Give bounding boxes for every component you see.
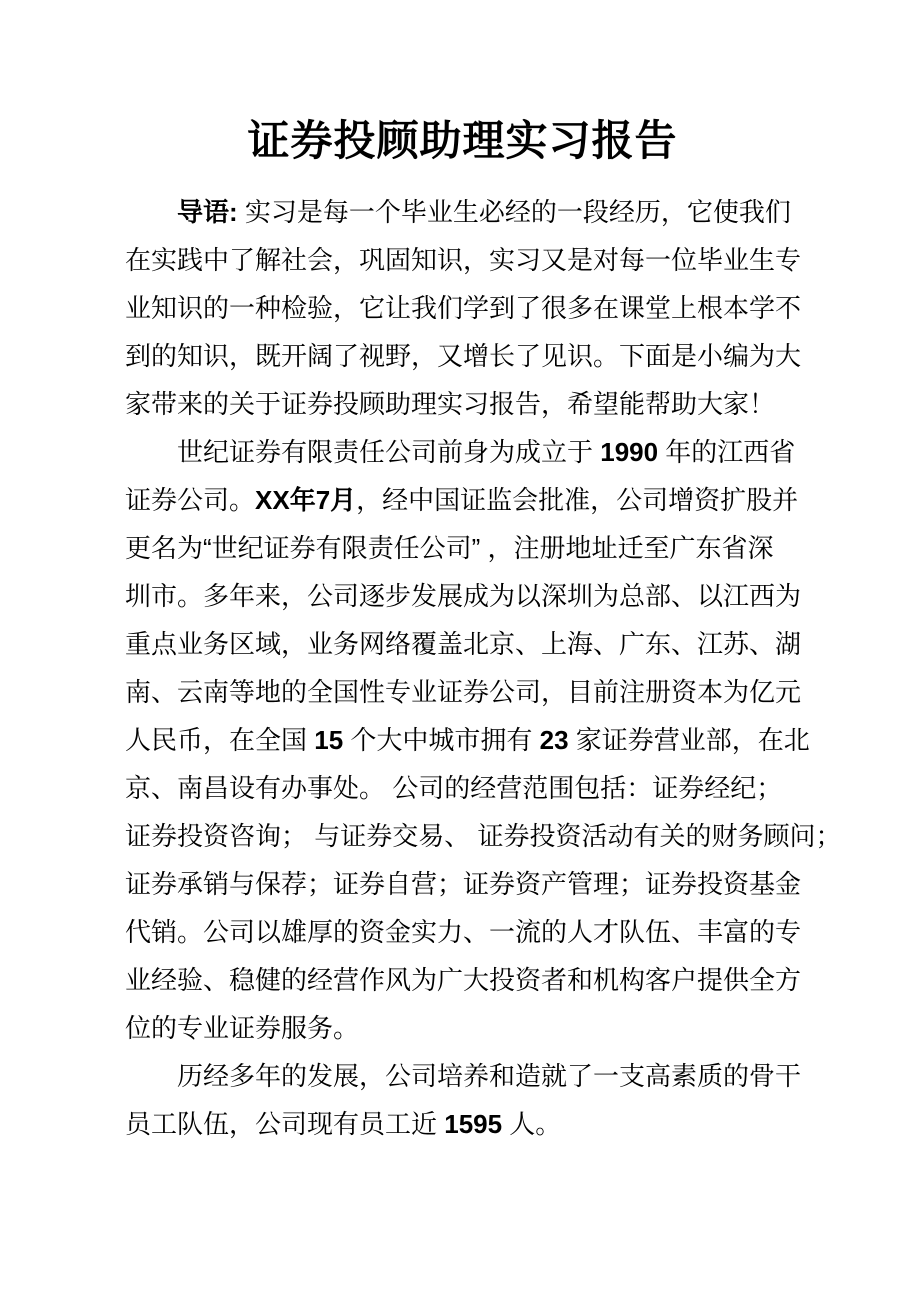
text-run: 家带来的关于证券投顾助理实习报告，希望能帮助大家！ bbox=[125, 389, 776, 419]
text-run: 年的江西省 bbox=[658, 437, 796, 467]
text-line bbox=[125, 1100, 800, 1148]
text-line bbox=[125, 956, 800, 1004]
text-run: 京、南昌设有办事处。 公司的经营范围包括：证券经纪； bbox=[125, 773, 783, 803]
text-line bbox=[125, 572, 800, 620]
text-run: 个大中城市拥有 bbox=[343, 725, 540, 755]
bold-text-run: 23 bbox=[539, 725, 569, 755]
text-run: 在实践中了解社会，巩固知识，实习又是对每一位毕业生专 bbox=[125, 245, 802, 275]
text-run: 证券公司。 bbox=[125, 485, 256, 515]
text-run: 证券承销与保荐；证券自营；证券资产管理；证券投资基金 bbox=[125, 869, 802, 899]
text-line bbox=[125, 332, 800, 380]
text-line bbox=[125, 428, 800, 476]
bold-text-run: 15 bbox=[314, 725, 344, 755]
text-run: 业知识的一种检验，它让我们学到了很多在课堂上根本学不 bbox=[125, 293, 802, 323]
text-run: 证券投资咨询； 与证券交易、 证券投资活动有关的财务顾问； bbox=[125, 821, 842, 851]
paragraph bbox=[125, 1052, 800, 1148]
text-run: 更名为“世纪证券有限责任公司” ，注册地址迁至广东省深 bbox=[125, 533, 774, 563]
text-run: 重点业务区域，业务网络覆盖北京、上海、广东、江苏、湖 bbox=[125, 629, 802, 659]
paragraph bbox=[125, 188, 800, 428]
text-run: 圳市。多年来，公司逐步发展成为以深圳为总部、以江西为 bbox=[125, 581, 802, 611]
paragraph bbox=[125, 428, 842, 1052]
bold-text-run: XX年7月 bbox=[255, 485, 357, 515]
text-run: 位的专业证券服务。 bbox=[125, 1013, 360, 1043]
text-line bbox=[125, 476, 800, 524]
text-line bbox=[125, 620, 800, 668]
text-line bbox=[125, 764, 800, 812]
text-line bbox=[125, 1052, 800, 1100]
text-run: 历经多年的发展，公司培养和造就了一支高素质的骨干 bbox=[177, 1061, 802, 1091]
text-line bbox=[125, 236, 800, 284]
text-line bbox=[125, 284, 800, 332]
text-line bbox=[125, 1004, 800, 1052]
text-run: 代销。公司以雄厚的资金实力、一流的人才队伍、丰富的专 bbox=[125, 917, 802, 947]
text-line bbox=[125, 188, 800, 236]
text-line bbox=[125, 860, 800, 908]
text-run: 家证券营业部，在北 bbox=[568, 725, 810, 755]
bold-text-run: 导语: bbox=[177, 197, 238, 227]
text-run: 南、云南等地的全国性专业证券公司，目前注册资本为亿元 bbox=[125, 677, 802, 707]
text-line bbox=[125, 524, 800, 572]
document-title: 证券投顾助理实习报告 bbox=[247, 117, 678, 164]
text-line bbox=[125, 908, 800, 956]
text-run: 人。 bbox=[502, 1109, 562, 1139]
text-run: ，经中国证监会批准，公司增资扩股并 bbox=[356, 485, 799, 515]
text-run: 实习是每一个毕业生必经的一段经历，它使我们 bbox=[237, 197, 791, 227]
text-line bbox=[125, 668, 800, 716]
bold-text-run: 1990 bbox=[600, 437, 659, 467]
text-line bbox=[125, 812, 842, 860]
bold-text-run: 1595 bbox=[444, 1109, 503, 1139]
text-run: 人民币，在全国 bbox=[125, 725, 315, 755]
text-line bbox=[125, 716, 810, 764]
text-line bbox=[125, 380, 800, 428]
text-run: 到的知识，既开阔了视野，又增长了见识。下面是小编为大 bbox=[125, 341, 802, 371]
text-run: 世纪证券有限责任公司前身为成立于 bbox=[177, 437, 601, 467]
text-run: 员工队伍，公司现有员工近 bbox=[125, 1109, 445, 1139]
document-body bbox=[125, 188, 842, 1148]
text-run: 业经验、稳健的经营作风为广大投资者和机构客户提供全方 bbox=[125, 965, 802, 995]
